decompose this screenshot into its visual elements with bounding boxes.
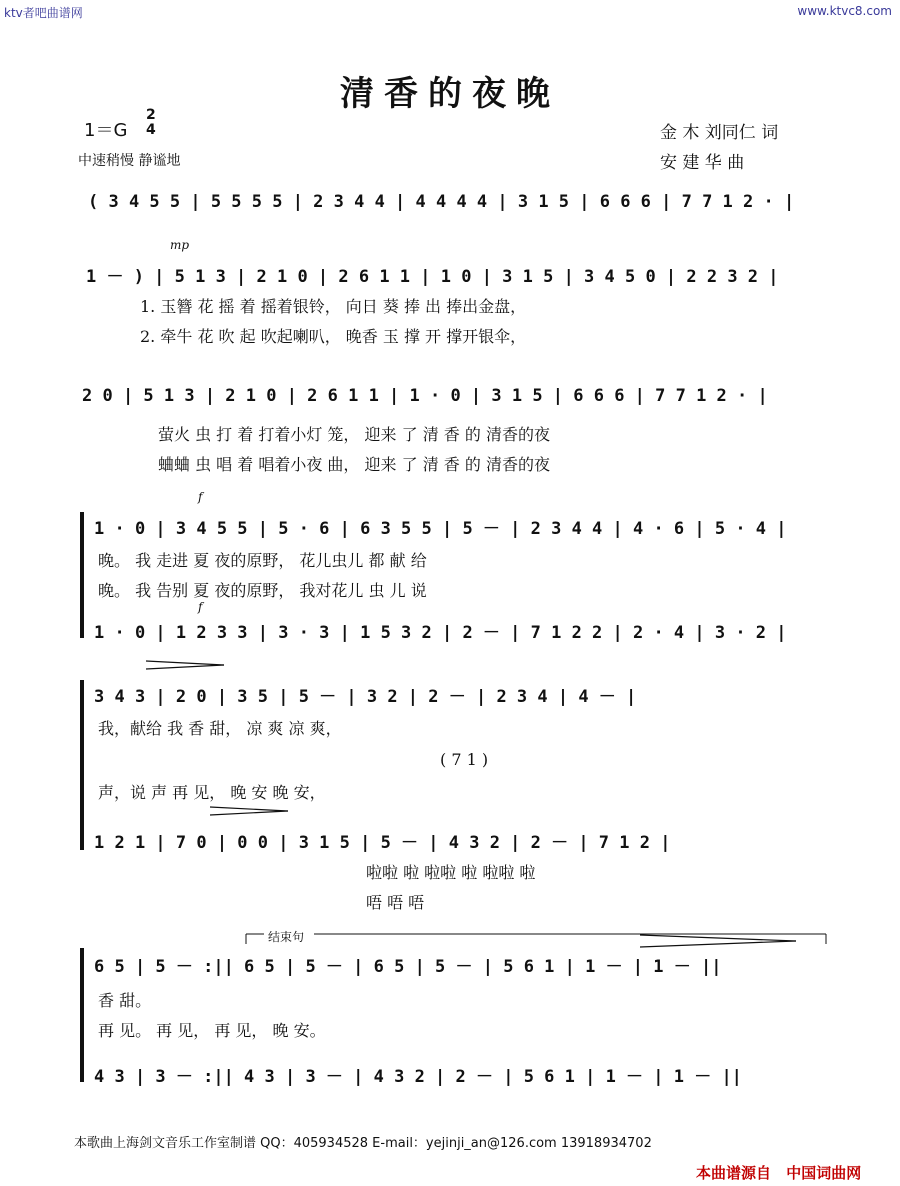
lyrics-verse-2: 再 见。 再 见， 再 见， 晚 安。 bbox=[98, 1021, 326, 1040]
dynamic-mp: mp bbox=[170, 238, 190, 252]
lower-notes-row bbox=[90, 822, 840, 854]
lower-notes-row bbox=[90, 1056, 840, 1088]
upper-notation-line: 3 4 3 | 2 0 | 3 5 | 5 － | 3 2 | 2 － | 2 3 4 | 4 － | bbox=[94, 687, 637, 707]
system-5-brace bbox=[80, 680, 84, 850]
tempo-marking: 中速稍慢 静谧地 bbox=[78, 153, 181, 169]
ending-label: 结束句 bbox=[268, 930, 305, 944]
notation-line: ( 3 4 5 5 | 5 5 5 5 | 2 3 4 4 | 4 4 4 4 | 3 1 5 | 6 6 6 | 7 7 1 2 · | bbox=[88, 192, 795, 212]
lyrics-verse-1: 晚。 我 走进 夏 夜的原野， 花儿虫儿 都 献 给 bbox=[98, 551, 427, 570]
footer-credits: 本歌曲上海剑文音乐工作室制谱 QQ：405934528 E-mail：yejinji_an@126.com 13918934702 bbox=[74, 1136, 652, 1151]
upper-notation-line: 1 · 0 | 3 4 5 5 | 5 · 6 | 6 3 5 5 | 5 － | 2 3 4 4 | 4 · 6 | 5 · 4 | bbox=[94, 519, 787, 539]
lyrics-verse-2: 声，说 声 再 见， 晚 安 晚 安， bbox=[98, 783, 326, 802]
lower-notation-line: 4 3 | 3 － :|| 4 3 | 3 － | 4 3 2 | 2 － | 5 6 1 | 1 － | 1 － || bbox=[94, 1067, 742, 1087]
notes-row bbox=[80, 380, 840, 412]
lower-notation-line: 1 · 0 | 1 2 3 3 | 3 · 3 | 1 5 3 2 | 2 － | 7 1 2 2 | 2 · 4 | 3 · 2 | bbox=[94, 623, 787, 643]
dynamic-f-lower: f bbox=[198, 600, 203, 614]
song-title: 清香的夜晚 bbox=[340, 74, 560, 114]
lyrics-verse-2: 蛐蛐 虫 唱 着 唱着小夜 曲， 迎来 了 清 香 的 清香的夜 bbox=[158, 455, 550, 474]
system-4-brace bbox=[80, 512, 84, 638]
alt-notes: ( 7 1 ) bbox=[440, 750, 489, 769]
lyrics-verse-1: 萤火 虫 打 着 打着小灯 笼， 迎来 了 清 香 的 清香的夜 bbox=[158, 425, 550, 444]
time-signature-top: 2 bbox=[146, 107, 156, 123]
decrescendo-wedge bbox=[146, 658, 226, 672]
site-name-left[interactable]: ktv者吧曲谱网 bbox=[4, 6, 83, 20]
lower-lyrics-2: 唔 唔 唔 bbox=[366, 893, 425, 912]
lower-notes-row bbox=[90, 612, 840, 644]
lower-notation-line: 1 2 1 | 7 0 | 0 0 | 3 1 5 | 5 － | 4 3 2 | 2 － | 7 1 2 | bbox=[94, 833, 671, 853]
notes-row bbox=[80, 256, 840, 288]
upper-notation-line: 6 5 | 5 － :|| 6 5 | 5 － | 6 5 | 5 － | 5 6 1 | 1 － | 1 － || bbox=[94, 957, 722, 977]
lower-lyrics-1: 啦啦 啦 啦啦 啦 啦啦 啦 bbox=[366, 863, 536, 882]
composer-credit: 安 建 华 曲 bbox=[660, 153, 745, 173]
source-site-link[interactable]: 中国词曲网 bbox=[786, 1164, 862, 1182]
system-6-brace bbox=[80, 948, 84, 1082]
upper-notes-row bbox=[90, 676, 840, 708]
lyrics-verse-1: 我，献给 我 香 甜， 凉 爽 凉 爽， bbox=[98, 719, 342, 738]
source-label: 本曲谱源自 bbox=[696, 1164, 772, 1182]
key-signature: 1＝G bbox=[84, 120, 128, 141]
lyrics-verse-1: 香 甜。 bbox=[98, 991, 152, 1010]
source-attribution bbox=[696, 1162, 861, 1183]
lyrics-verse-2: 晚。 我 告别 夏 夜的原野， 我对花儿 虫 儿 说 bbox=[98, 581, 427, 600]
upper-notes-row bbox=[90, 946, 840, 978]
notation-line: 2 0 | 5 1 3 | 2 1 0 | 2 6 1 1 | 1 · 0 | 3 1 5 | 6 6 6 | 7 7 1 2 · | bbox=[82, 386, 768, 406]
dynamic-f-upper: f bbox=[198, 490, 203, 504]
time-signature bbox=[146, 108, 156, 138]
time-signature-bottom: 4 bbox=[146, 122, 156, 138]
site-url-right[interactable]: www.ktvc8.com bbox=[797, 4, 892, 18]
notation-line: 1 － ) | 5 1 3 | 2 1 0 | 2 6 1 1 | 1 0 | 3 1 5 | 3 4 5 0 | 2 2 3 2 | bbox=[86, 267, 779, 287]
lyrics-verse-2: 2. 牵牛 花 吹 起 吹起喇叭， 晚香 玉 撑 开 撑开银伞， bbox=[140, 327, 527, 346]
notes-row bbox=[80, 186, 840, 218]
lyricist-credit: 金 木 刘同仁 词 bbox=[660, 123, 779, 143]
lyrics-verse-1: 1. 玉簪 花 摇 着 摇着银铃， 向日 葵 捧 出 捧出金盘， bbox=[140, 297, 527, 316]
upper-notes-row bbox=[90, 508, 840, 540]
decrescendo-wedge-lower bbox=[210, 804, 290, 818]
